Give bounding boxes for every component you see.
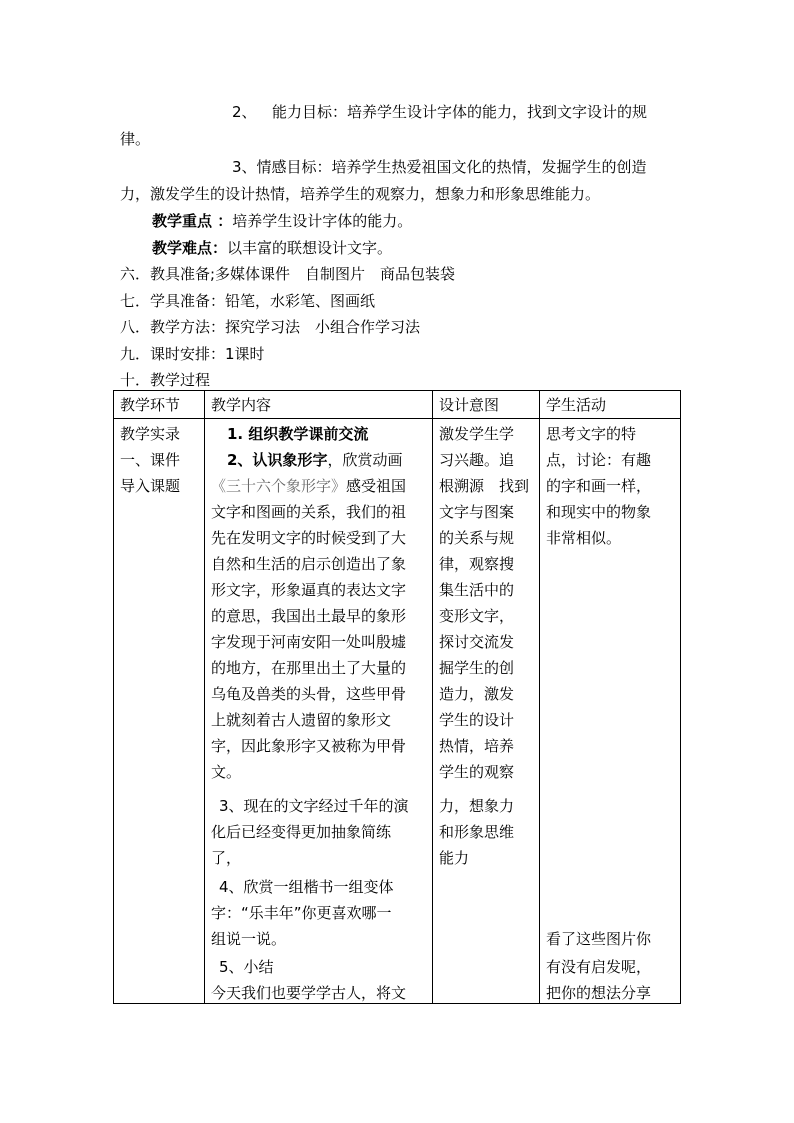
table-col-divider-1: [204, 390, 205, 1004]
table-bottom-border: [113, 1003, 680, 1004]
activity-line: 和现实中的物象: [546, 503, 652, 521]
activity-line: 的字和画一样，: [546, 477, 652, 495]
teaching-difficulty-text: 以丰富的联想设计文字。: [227, 239, 393, 257]
intent-line: 掘学生的创: [439, 659, 515, 677]
content-last-line: 今天我们也要学学古人，将文: [211, 984, 407, 1002]
animation-title-rest: 感受祖国: [346, 477, 407, 495]
teaching-key-text: 培养学生设计字体的能力。: [232, 212, 413, 230]
ability-goal-number: 2、: [232, 103, 257, 121]
emotion-goal-line2: 力，激发学生的设计热情，培养学生的观察力，想象力和形象思维能力。: [120, 185, 601, 203]
intent-line: 的关系与规: [439, 529, 515, 547]
content-line: 文字和图画的关系，我们的祖: [211, 503, 407, 521]
table-left-border: [113, 390, 114, 1004]
intent-line: 律，观察搜: [439, 555, 515, 573]
content-step-2: [227, 450, 402, 470]
intent-line: 能力: [439, 849, 470, 867]
table-top-border: [113, 390, 680, 391]
intent-line: 变形文字，: [439, 607, 515, 625]
content-line: 字发现于河南安阳一处叫殷墟: [211, 633, 407, 651]
header-teaching-stage: 教学环节: [120, 396, 181, 414]
item-seven-student-tools: 七．学具准备：铅笔，水彩笔、图画纸: [120, 292, 376, 310]
table-col-divider-3: [539, 390, 540, 1004]
content-line: 字，因此象形字又被称为甲骨: [211, 737, 407, 755]
activity-line: 非常相似。: [546, 529, 622, 547]
emotion-goal-line1: 3、情感目标：培养学生热爱祖国文化的热情，发掘学生的创造: [232, 158, 647, 176]
content-step-1: 1. 组织教学课前交流: [227, 425, 369, 443]
teaching-key-point: [152, 211, 412, 231]
content-step-4: 组说一说。: [211, 930, 287, 948]
item-ten-teaching-process: 十．教学过程: [120, 371, 211, 389]
item-nine-schedule: 九．课时安排：1课时: [120, 345, 265, 363]
content-step-4: 字：“乐丰年”你更喜欢哪一: [211, 904, 392, 922]
intent-line: 根溯源 找到: [439, 477, 530, 495]
intent-line: 学生的观察: [439, 763, 515, 781]
content-line: 乌龟及兽类的头骨，这些甲骨: [211, 685, 407, 703]
ability-goal-text: 能力目标：培养学生设计字体的能力，找到文字设计的规: [272, 103, 648, 121]
content-line: 文。: [211, 763, 242, 781]
table-right-border: [680, 390, 681, 1004]
activity-line: 思考文字的特: [546, 425, 637, 443]
content-step-3: 化后已经变得更加抽象简练: [211, 823, 392, 841]
intent-line: 造力，激发: [439, 685, 515, 703]
activity-line: 看了这些图片你: [546, 930, 652, 948]
intent-line: 文字与图案: [439, 503, 515, 521]
intent-line: 集生活中的: [439, 581, 515, 599]
stage-line-1: 教学实录: [120, 425, 181, 443]
content-line: 上就刻着古人遗留的象形文: [211, 711, 392, 729]
intent-line: 习兴趣。追: [439, 451, 515, 469]
content-line: 形文字，形象逼真的表达文字: [211, 581, 407, 599]
item-six-teaching-aids: 六．教具准备;多媒体课件 自制图片 商品包装袋: [120, 265, 456, 283]
content-line: 自然和生活的启示创造出了象: [211, 555, 407, 573]
ability-goal-continued: 律。: [120, 130, 151, 148]
intent-line: 力，想象力: [439, 797, 515, 815]
item-eight-teaching-methods: 八．教学方法：探究学习法 小组合作学习法: [120, 318, 421, 336]
header-student-activity: 学生活动: [546, 396, 607, 414]
content-line: 的地方，在那里出土了大量的: [211, 659, 407, 677]
animation-title: 《三十六个象形字》: [211, 477, 347, 495]
content-step-3: 3、现在的文字经过千年的演: [219, 797, 409, 815]
header-teaching-content: 教学内容: [211, 396, 272, 414]
activity-line: 点，讨论：有趣: [546, 451, 652, 469]
content-line: 的意思，我国出土最早的象形: [211, 607, 407, 625]
teaching-difficulty-label: 教学难点：: [152, 239, 228, 257]
content-step-3: 了，: [211, 849, 242, 867]
stage-line-2: 一、课件: [120, 451, 181, 469]
teaching-difficulty: [152, 238, 392, 258]
intent-line: 学生的设计: [439, 711, 515, 729]
content-step-5: 5、小结: [219, 958, 274, 976]
content-step-2-label: 2、认识象形字: [227, 451, 328, 469]
intent-line: 激发学生学: [439, 425, 515, 443]
intent-line: 和形象思维: [439, 823, 515, 841]
activity-line: 有没有启发呢，: [546, 958, 652, 976]
content-step-2-rest: ，欣赏动画: [327, 451, 403, 469]
activity-line: 把你的想法分享: [546, 984, 652, 1002]
stage-line-3: 导入课题: [120, 477, 181, 495]
content-step-4: 4、欣赏一组楷书一组变体: [219, 878, 394, 896]
teaching-key-label: 教学重点 ：: [152, 212, 233, 230]
intent-line: 热情，培养: [439, 737, 515, 755]
header-design-intent: 设计意图: [439, 396, 500, 414]
table-col-divider-2: [432, 390, 433, 1004]
content-animation-title-line: [211, 476, 406, 496]
table-header-divider: [113, 418, 680, 419]
content-line: 先在发明文字的时候受到了大: [211, 529, 407, 547]
intent-line: 探讨交流发: [439, 633, 515, 651]
